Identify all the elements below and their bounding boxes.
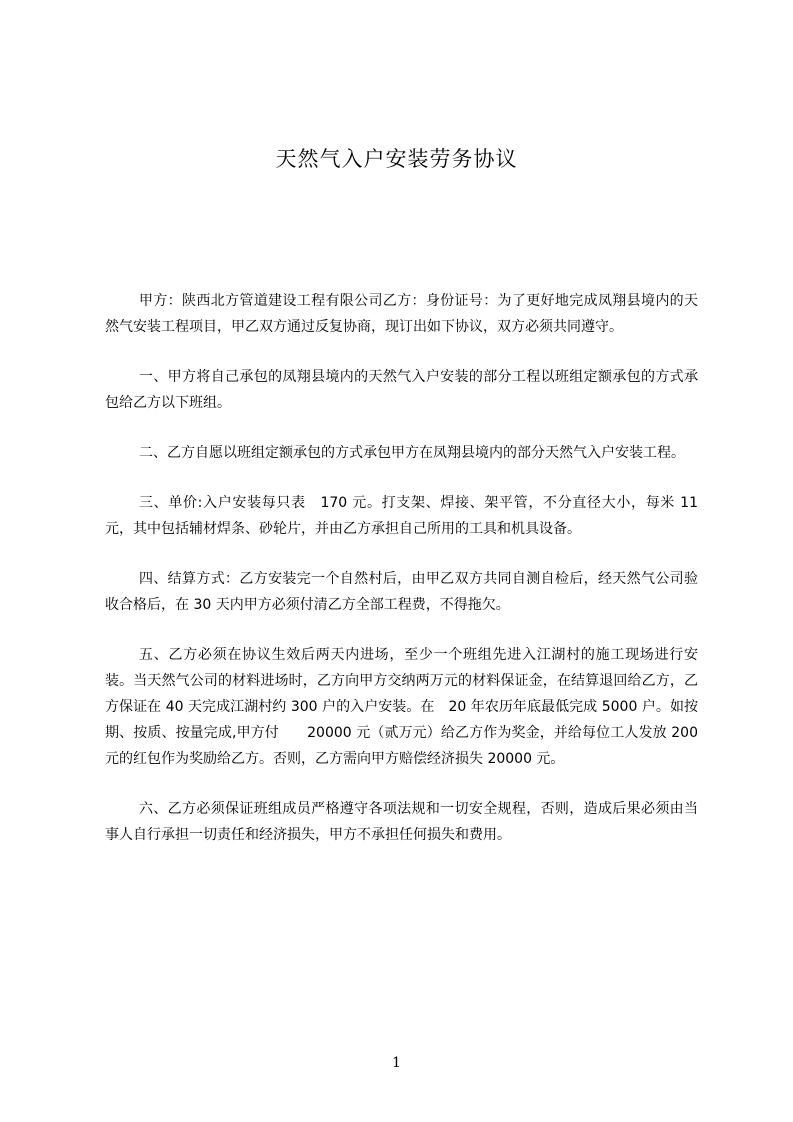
paragraph-clause-2: 二、乙方自愿以班组定额承包的方式承包甲方在凤翔县境内的部分天然气入户安装工程。	[139, 445, 685, 461]
document-body	[105, 288, 698, 872]
document-title: 天然气入户安装劳务协议	[275, 147, 518, 171]
paragraph-preamble: 甲方：陕西北方管道建设工程有限公司乙方：身份证号：为了更好地完成凤翔县境内的天然气安装工程项目，甲乙双方通过反复协商，现订出如下协议，双方必须共同遵守。	[105, 293, 698, 335]
paragraph-clause-3: 三、单价:入户安装每只表 170 元。打支架、焊接、架平管，不分直径大小，每米 11 元，其中包括辅材焊条、砂轮片，并由乙方承担自己所用的工具和机具设备。	[105, 495, 698, 537]
paragraph-clause-1: 一、甲方将自己承包的凤翔县境内的天然气入户安装的部分工程以班组定额承包的方式承包给乙方以下班组。	[105, 369, 698, 411]
paragraph-clause-5: 五、乙方必须在协议生效后两天内进场，至少一个班组先进入江湖村的施工现场进行安装。当天然气公司的材料进场时，乙方向甲方交纳两万元的材料保证金，在结算退回给乙方，乙方保证在 40 天完成江湖村约 300 户的入户安装。在 20 年农历年底最低完成 5000 户。如按期、按质、按量完成,甲方付 20000 元（贰万元）给乙方作为奖金，并给每位工人发放 200 元的红包作为奖励给乙方。否则，乙方需向甲方赔偿经济损失 20000 元。	[105, 647, 698, 767]
paragraph-clause-4: 四、结算方式：乙方安装完一个自然村后，由甲乙双方共同自测自检后，经天然气公司验收合格后，在 30 天内甲方必须付清乙方全部工程费，不得拖欠。	[105, 571, 698, 613]
page-number: 1	[392, 1055, 401, 1071]
paragraph-clause-6: 六、乙方必须保证班组成员严格遵守各项法规和一切安全规程，否则，造成后果必须由当事人自行承担一切责任和经济损失，甲方不承担任何损失和费用。	[105, 801, 698, 843]
